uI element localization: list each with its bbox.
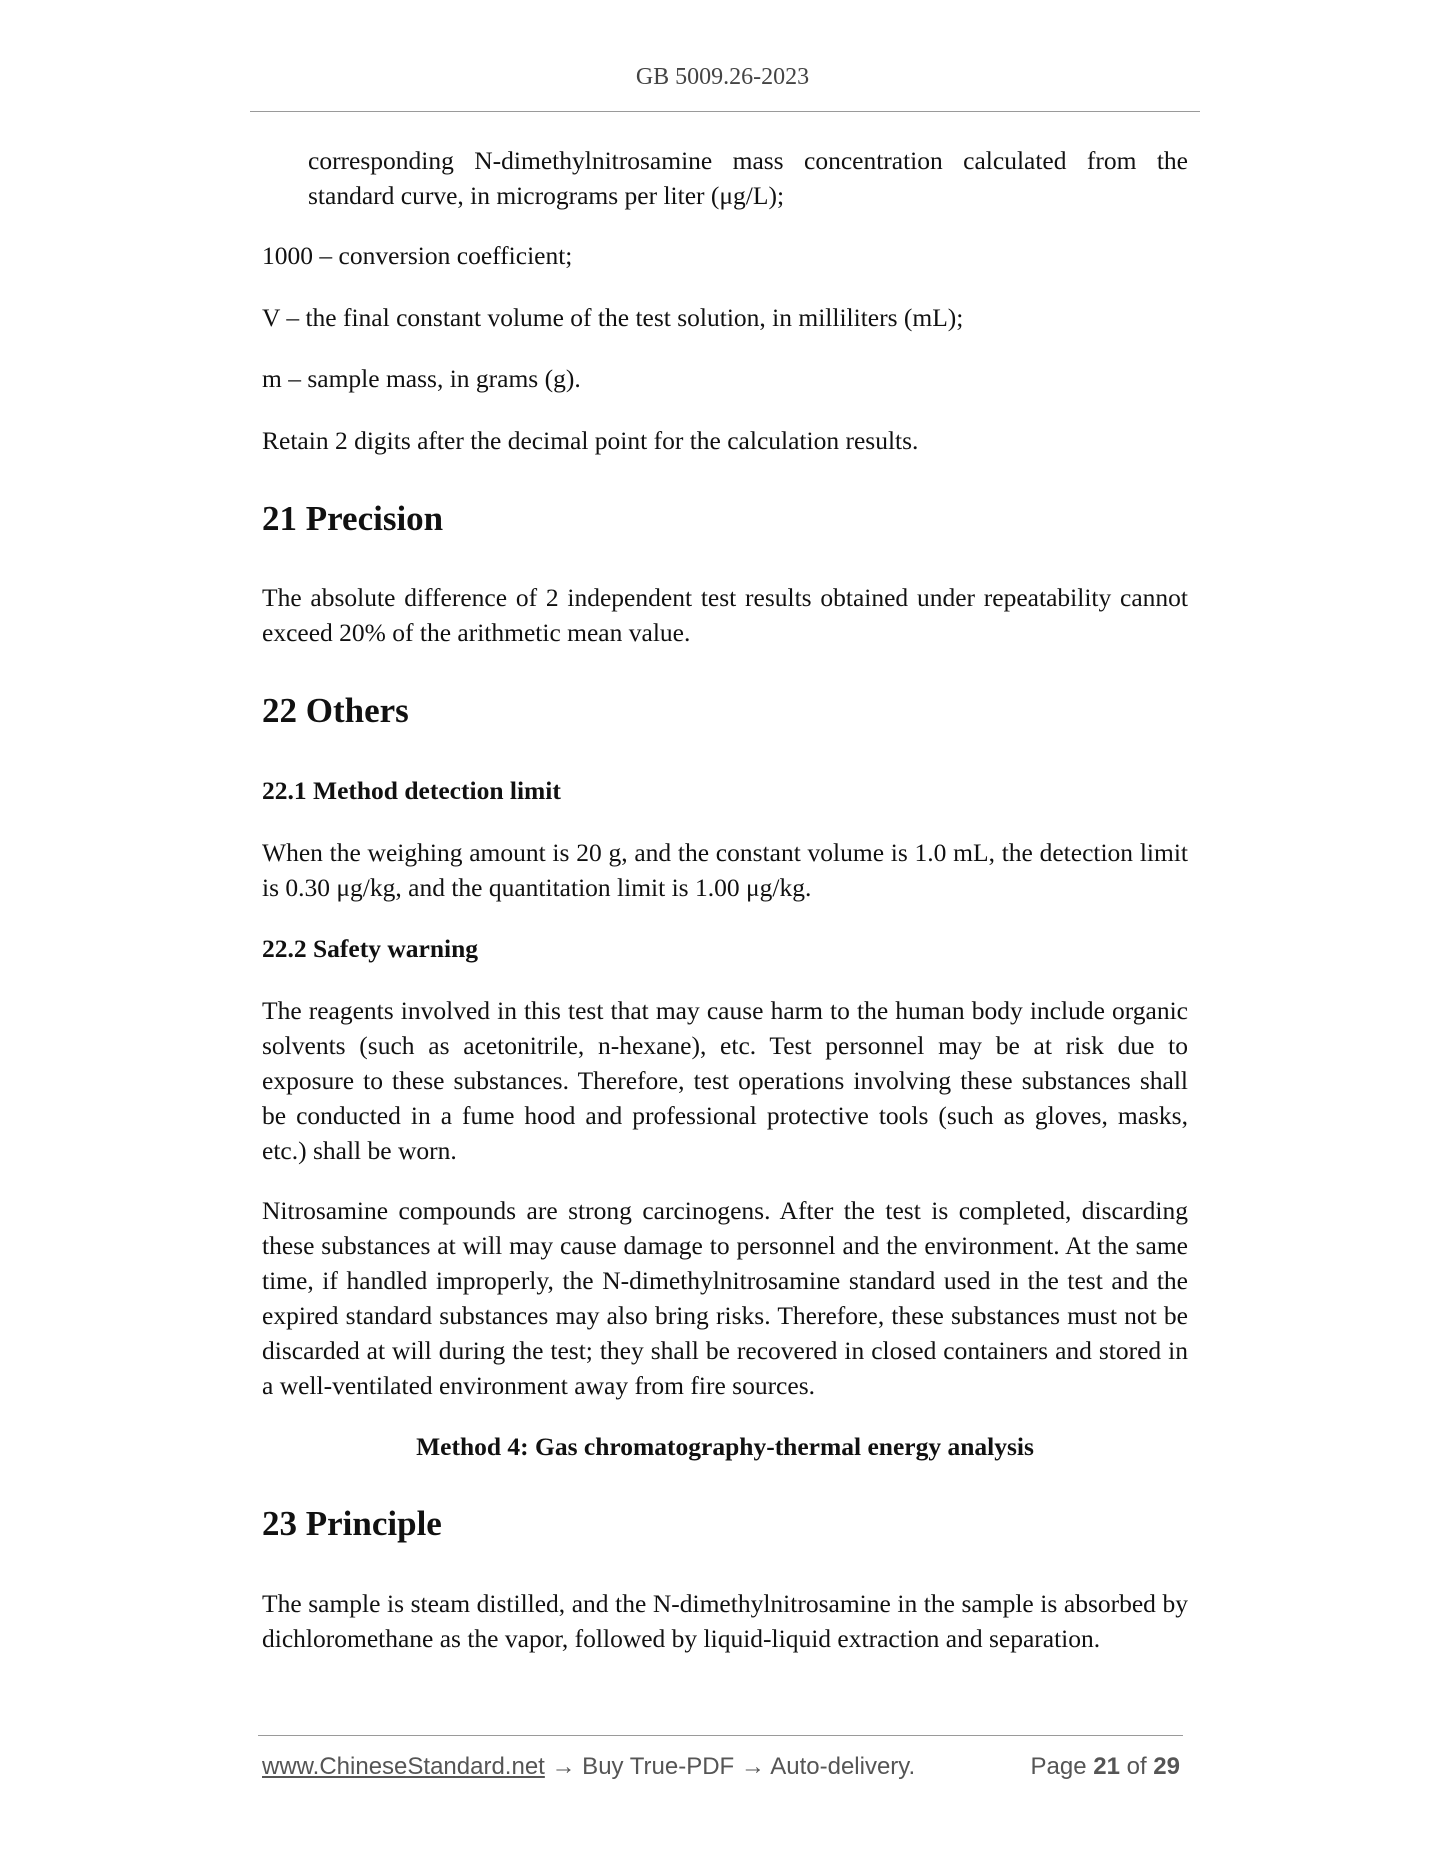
section-22-2-heading: 22.2 Safety warning — [262, 934, 479, 963]
page-of-label: of — [1126, 1753, 1147, 1780]
definition-1000: 1000 – conversion coefficient; — [262, 241, 573, 270]
section-21-heading: 21 Precision — [262, 499, 444, 538]
page-number — [1031, 1752, 1181, 1782]
retain-digits-note: Retain 2 digits after the decimal point for the calculation results. — [262, 426, 919, 455]
continuation-paragraph: corresponding N-dimethylnitrosamine mass concentration calculated from the standard curve, in micrograms per liter (μg/L); — [308, 146, 1188, 210]
page-label: Page — [1030, 1753, 1087, 1780]
footer-promo — [262, 1752, 915, 1782]
standard-code-header: GB 5009.26-2023 — [635, 64, 810, 90]
total-pages: 29 — [1153, 1753, 1180, 1780]
footer-divider — [258, 1735, 1183, 1736]
section-22-heading: 22 Others — [262, 691, 409, 730]
section-22-2-paragraph-2: Nitrosamine compounds are strong carcinogens. After the test is completed, discarding these substances at will may cause damage to personnel and the environment. At the same time, if handled improperly, the N-dimethylnitrosamine standard used in the test and the expired standard substances may also bring risks. Therefore, these substances must not be discarded at will during the test; they shall be recovered in closed containers and stored in a well-ventilated environment away from fire sources. — [262, 1196, 1188, 1400]
section-23-heading: 23 Principle — [262, 1504, 442, 1543]
section-22-2-paragraph-1: The reagents involved in this test that may cause harm to the human body include organic solvents (such as acetonitrile, n-hexane), etc. Test personnel may be at risk due to exposure to these substances. Therefore, test operations involving these substances shall be conducted in a fume hood and professional protective tools (such as gloves, masks, etc.) shall be worn. — [262, 996, 1188, 1165]
method-4-title: Method 4: Gas chromatography-thermal energy analysis — [416, 1432, 1034, 1461]
section-23-paragraph: The sample is steam distilled, and the N-dimethylnitrosamine in the sample is absorbed by dichloromethane as the vapor, followed by liquid-liquid extraction and separation. — [262, 1589, 1188, 1653]
chinese-standard-link[interactable]: www.ChineseStandard.net — [262, 1753, 545, 1780]
section-22-1-heading: 22.1 Method detection limit — [262, 776, 561, 805]
section-22-1-paragraph: When the weighing amount is 20 g, and the constant volume is 1.0 mL, the detection limit is 0.30 μg/kg, and the quantitation limit is 1.00 μg/kg. — [262, 838, 1188, 902]
definition-m: m – sample mass, in grams (g). — [262, 364, 581, 393]
section-21-paragraph: The absolute difference of 2 independent test results obtained under repeatability cannot exceed 20% of the arithmetic mean value. — [262, 583, 1188, 647]
definition-v: V – the final constant volume of the test solution, in milliliters (mL); — [262, 303, 964, 332]
header-divider — [250, 111, 1200, 112]
current-page: 21 — [1093, 1753, 1120, 1780]
footer-promo-text: → Buy True-PDF → Auto-delivery. — [544, 1753, 916, 1780]
